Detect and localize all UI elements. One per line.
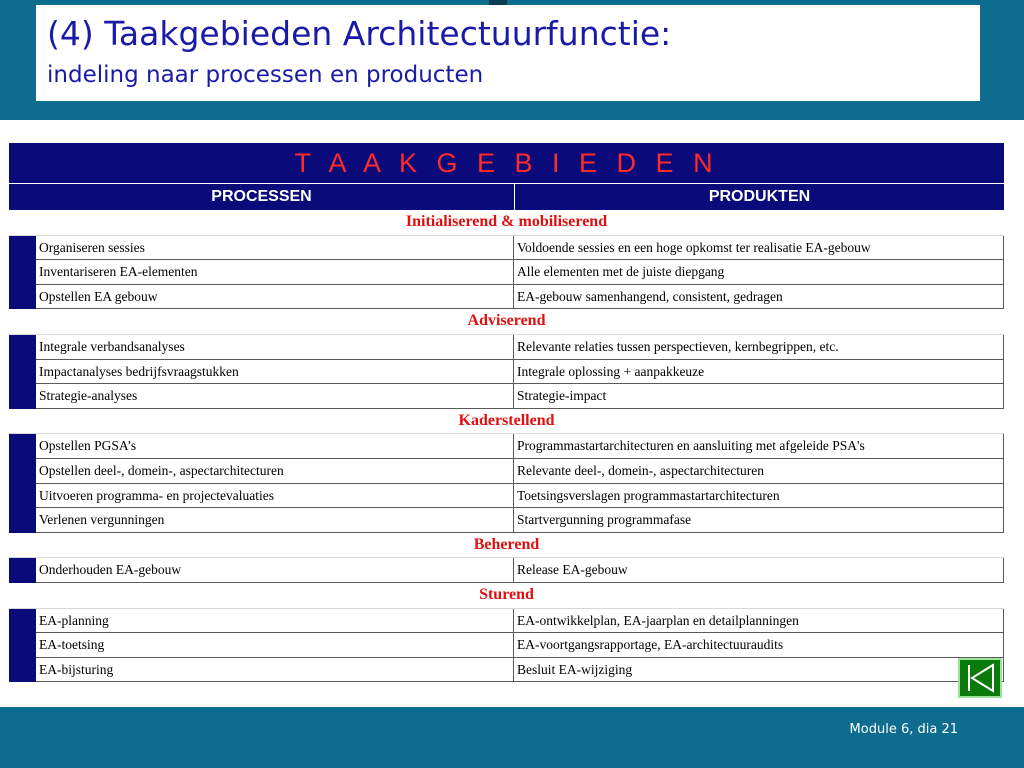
table-row (9, 459, 1004, 484)
row-marker (9, 459, 36, 484)
first-slide-button[interactable] (958, 658, 1002, 698)
table-column-headers (9, 183, 1004, 210)
process-cell: Opstellen EA gebouw (36, 285, 514, 310)
table-row (9, 260, 1004, 285)
table-row (9, 658, 1004, 683)
taakgebieden-table (9, 143, 1004, 682)
process-cell: Opstellen deel-, domein-, aspectarchitecturen (36, 459, 514, 484)
slide-title: (4) Taakgebieden Architectuurfunctie: (47, 14, 672, 53)
product-cell: Release EA-gebouw (514, 558, 1004, 583)
product-cell: Alle elementen met de juiste diepgang (514, 260, 1004, 285)
table-row (9, 236, 1004, 261)
process-cell: Opstellen PGSA’s (36, 434, 514, 459)
row-marker (9, 508, 36, 533)
section-header: Beherend (9, 533, 1004, 559)
section-header: Sturend (9, 583, 1004, 609)
product-cell: Integrale oplossing + aanpakkeuze (514, 360, 1004, 385)
table-row (9, 508, 1004, 533)
process-cell: EA-planning (36, 609, 514, 634)
product-cell: Relevante deel-, domein-, aspectarchitecturen (514, 459, 1004, 484)
process-cell: Onderhouden EA-gebouw (36, 558, 514, 583)
table-row (9, 434, 1004, 459)
product-cell: Startvergunning programmafase (514, 508, 1004, 533)
process-cell: Inventariseren EA-elementen (36, 260, 514, 285)
table-heading: T A A K G E B I E D E N (9, 143, 1004, 183)
table-row (9, 335, 1004, 360)
product-cell: Programmastartarchitecturen en aansluiting met afgeleide PSA's (514, 434, 1004, 459)
title-box (36, 5, 980, 101)
first-slide-icon (960, 660, 1000, 696)
row-marker (9, 434, 36, 459)
row-marker (9, 484, 36, 509)
table-row (9, 558, 1004, 583)
row-marker (9, 609, 36, 634)
row-marker (9, 384, 36, 409)
column-header-processes: PROCESSEN (9, 184, 515, 210)
process-cell: Strategie-analyses (36, 384, 514, 409)
product-cell: Voldoende sessies en een hoge opkomst ter realisatie EA-gebouw (514, 236, 1004, 261)
section-header: Kaderstellend (9, 409, 1004, 435)
table-body (9, 210, 1004, 682)
column-header-products: PRODUKTEN (708, 188, 811, 205)
table-row (9, 609, 1004, 634)
table-row (9, 285, 1004, 310)
table-row (9, 633, 1004, 658)
row-marker (9, 360, 36, 385)
product-cell: Strategie-impact (514, 384, 1004, 409)
table-row (9, 384, 1004, 409)
process-cell: Organiseren sessies (36, 236, 514, 261)
product-cell: Toetsingsverslagen programmastartarchitecturen (514, 484, 1004, 509)
process-cell: Verlenen vergunningen (36, 508, 514, 533)
table-row (9, 484, 1004, 509)
product-cell: EA-gebouw samenhangend, consistent, gedragen (514, 285, 1004, 310)
row-marker (9, 633, 36, 658)
section-header: Adviserend (9, 309, 1004, 335)
slide-number: Module 6, dia 21 (849, 722, 958, 737)
table-row (9, 360, 1004, 385)
product-cell: Relevante relaties tussen perspectieven, kernbegrippen, etc. (514, 335, 1004, 360)
product-cell: EA-voortgangsrapportage, EA-architectuuraudits (514, 633, 1004, 658)
row-marker (9, 658, 36, 683)
section-header: Initialiserend & mobiliserend (9, 210, 1004, 236)
slide-subtitle: indeling naar processen en producten (47, 62, 484, 88)
process-cell: EA-toetsing (36, 633, 514, 658)
row-marker (9, 335, 36, 360)
process-cell: EA-bijsturing (36, 658, 514, 683)
row-marker (9, 285, 36, 310)
row-marker (9, 558, 36, 583)
process-cell: Impactanalyses bedrijfsvraagstukken (36, 360, 514, 385)
process-cell: Uitvoeren programma- en projectevaluaties (36, 484, 514, 509)
product-cell: EA-ontwikkelplan, EA-jaarplan en detailplanningen (514, 609, 1004, 634)
process-cell: Integrale verbandsanalyses (36, 335, 514, 360)
footer-band (0, 707, 1024, 768)
row-marker (9, 260, 36, 285)
row-marker (9, 236, 36, 261)
product-cell: Besluit EA-wijziging (514, 658, 1004, 683)
